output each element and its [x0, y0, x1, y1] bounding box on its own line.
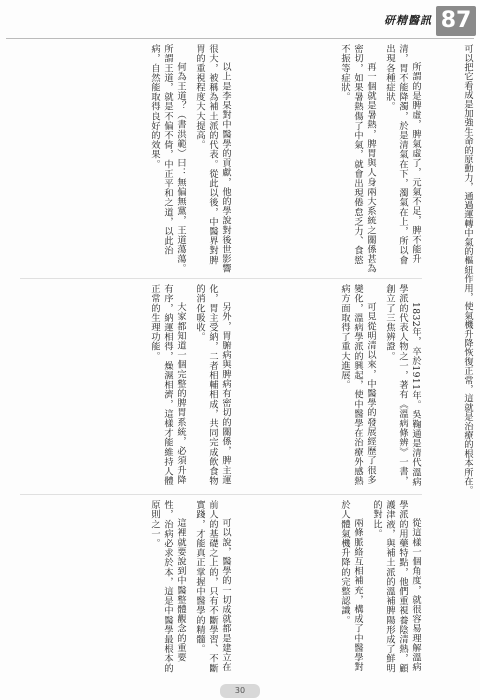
text-column-row1-right [246, 44, 422, 274]
paragraph: 所謂的是脾虛，脾氣虛了，元氣不足，脾不能升清，胃不能降濁，於是清氣在下，濁氣在上，所以會出現各種症狀。 [384, 44, 421, 265]
side-column-text: 可以把它看成是加強生命的原動力，通過運轉中氣的樞紐作用，使氣機升降恢復正常，這就是治療的根本所在。 [462, 44, 473, 495]
magazine-title: 研精醫訊 [384, 14, 432, 27]
paragraph: 大家都知道一個完整的脾胃系統，必須升降有序，納運相得，燥濕相濟，這樣才能維持人體正常的生理功能。 [149, 284, 186, 486]
text-column-row2-right [246, 284, 422, 490]
page-header [356, 6, 478, 36]
side-column [428, 44, 474, 684]
text-column-row3-left [20, 500, 232, 680]
row-divider [20, 494, 422, 495]
paragraph: 兩條脈絡互相補充，構成了中醫學對於人體氣機升降的完整認識。 [339, 500, 363, 672]
paragraph: 1832年，卒於1911年。吳鞠通是清代溫病學派的代表人物之一，著有《溫病條辨》一書，創立了三焦辨證。 [384, 284, 421, 487]
page-number-badge: 87 [436, 6, 476, 36]
text-column-row3-right [246, 500, 422, 680]
footer-page-number: 30 [220, 684, 260, 698]
text-column-row1-left [20, 44, 232, 274]
paragraph: 可以說，醫學的一切成就都是建立在前人的基礎之上的，只有不斷學習、不斷實踐，才能真正掌握中醫學的精髓。 [194, 500, 231, 673]
text-column-row2-left [20, 284, 232, 490]
paragraph: 另外，胃腑病與脾病有密切的關係，脾主運化，胃主受納，二者相輔相成，共同完成飲食物的消化吸收。 [194, 284, 231, 486]
paragraph: 再一個就是暑熱，脾胃與人身兩大系統之關係甚為密切，如果暑熱傷了中氣，就會出現倦怠乏力、食慾不振等症狀。 [339, 44, 376, 274]
header-divider [6, 38, 474, 39]
paragraph: 以上是李杲對中醫學的貢獻，他的學說對後世影響很大，被稱為補土派的代表。從此以後，中醫界對脾胃的重視程度大大提高。 [194, 44, 231, 274]
row-divider [20, 278, 422, 279]
paragraph: 何為王道？（書洪範）曰：無偏無黨，王道蕩蕩。所謂王道，就是不偏不倚，中正平和之道，以此治病，自然能取得良好的效果。 [149, 44, 186, 274]
paragraph: 可見從明清以來，中醫學的發展經歷了很多變化，溫病學派的興起，使中醫學在治療外感熱病方面取得了重大進展。 [339, 284, 376, 486]
paragraph: 這裡就要說到中醫整體觀念的重要性，治病必求於本，這是中醫學最根本的原則之一。 [149, 500, 186, 673]
paragraph: 從這樣一個角度，就很容易理解溫病學派的用藥特點，他們重視養陰清熱，顧護津液，與補土派的溫補脾陽形成了鮮明的對比。 [371, 500, 421, 673]
